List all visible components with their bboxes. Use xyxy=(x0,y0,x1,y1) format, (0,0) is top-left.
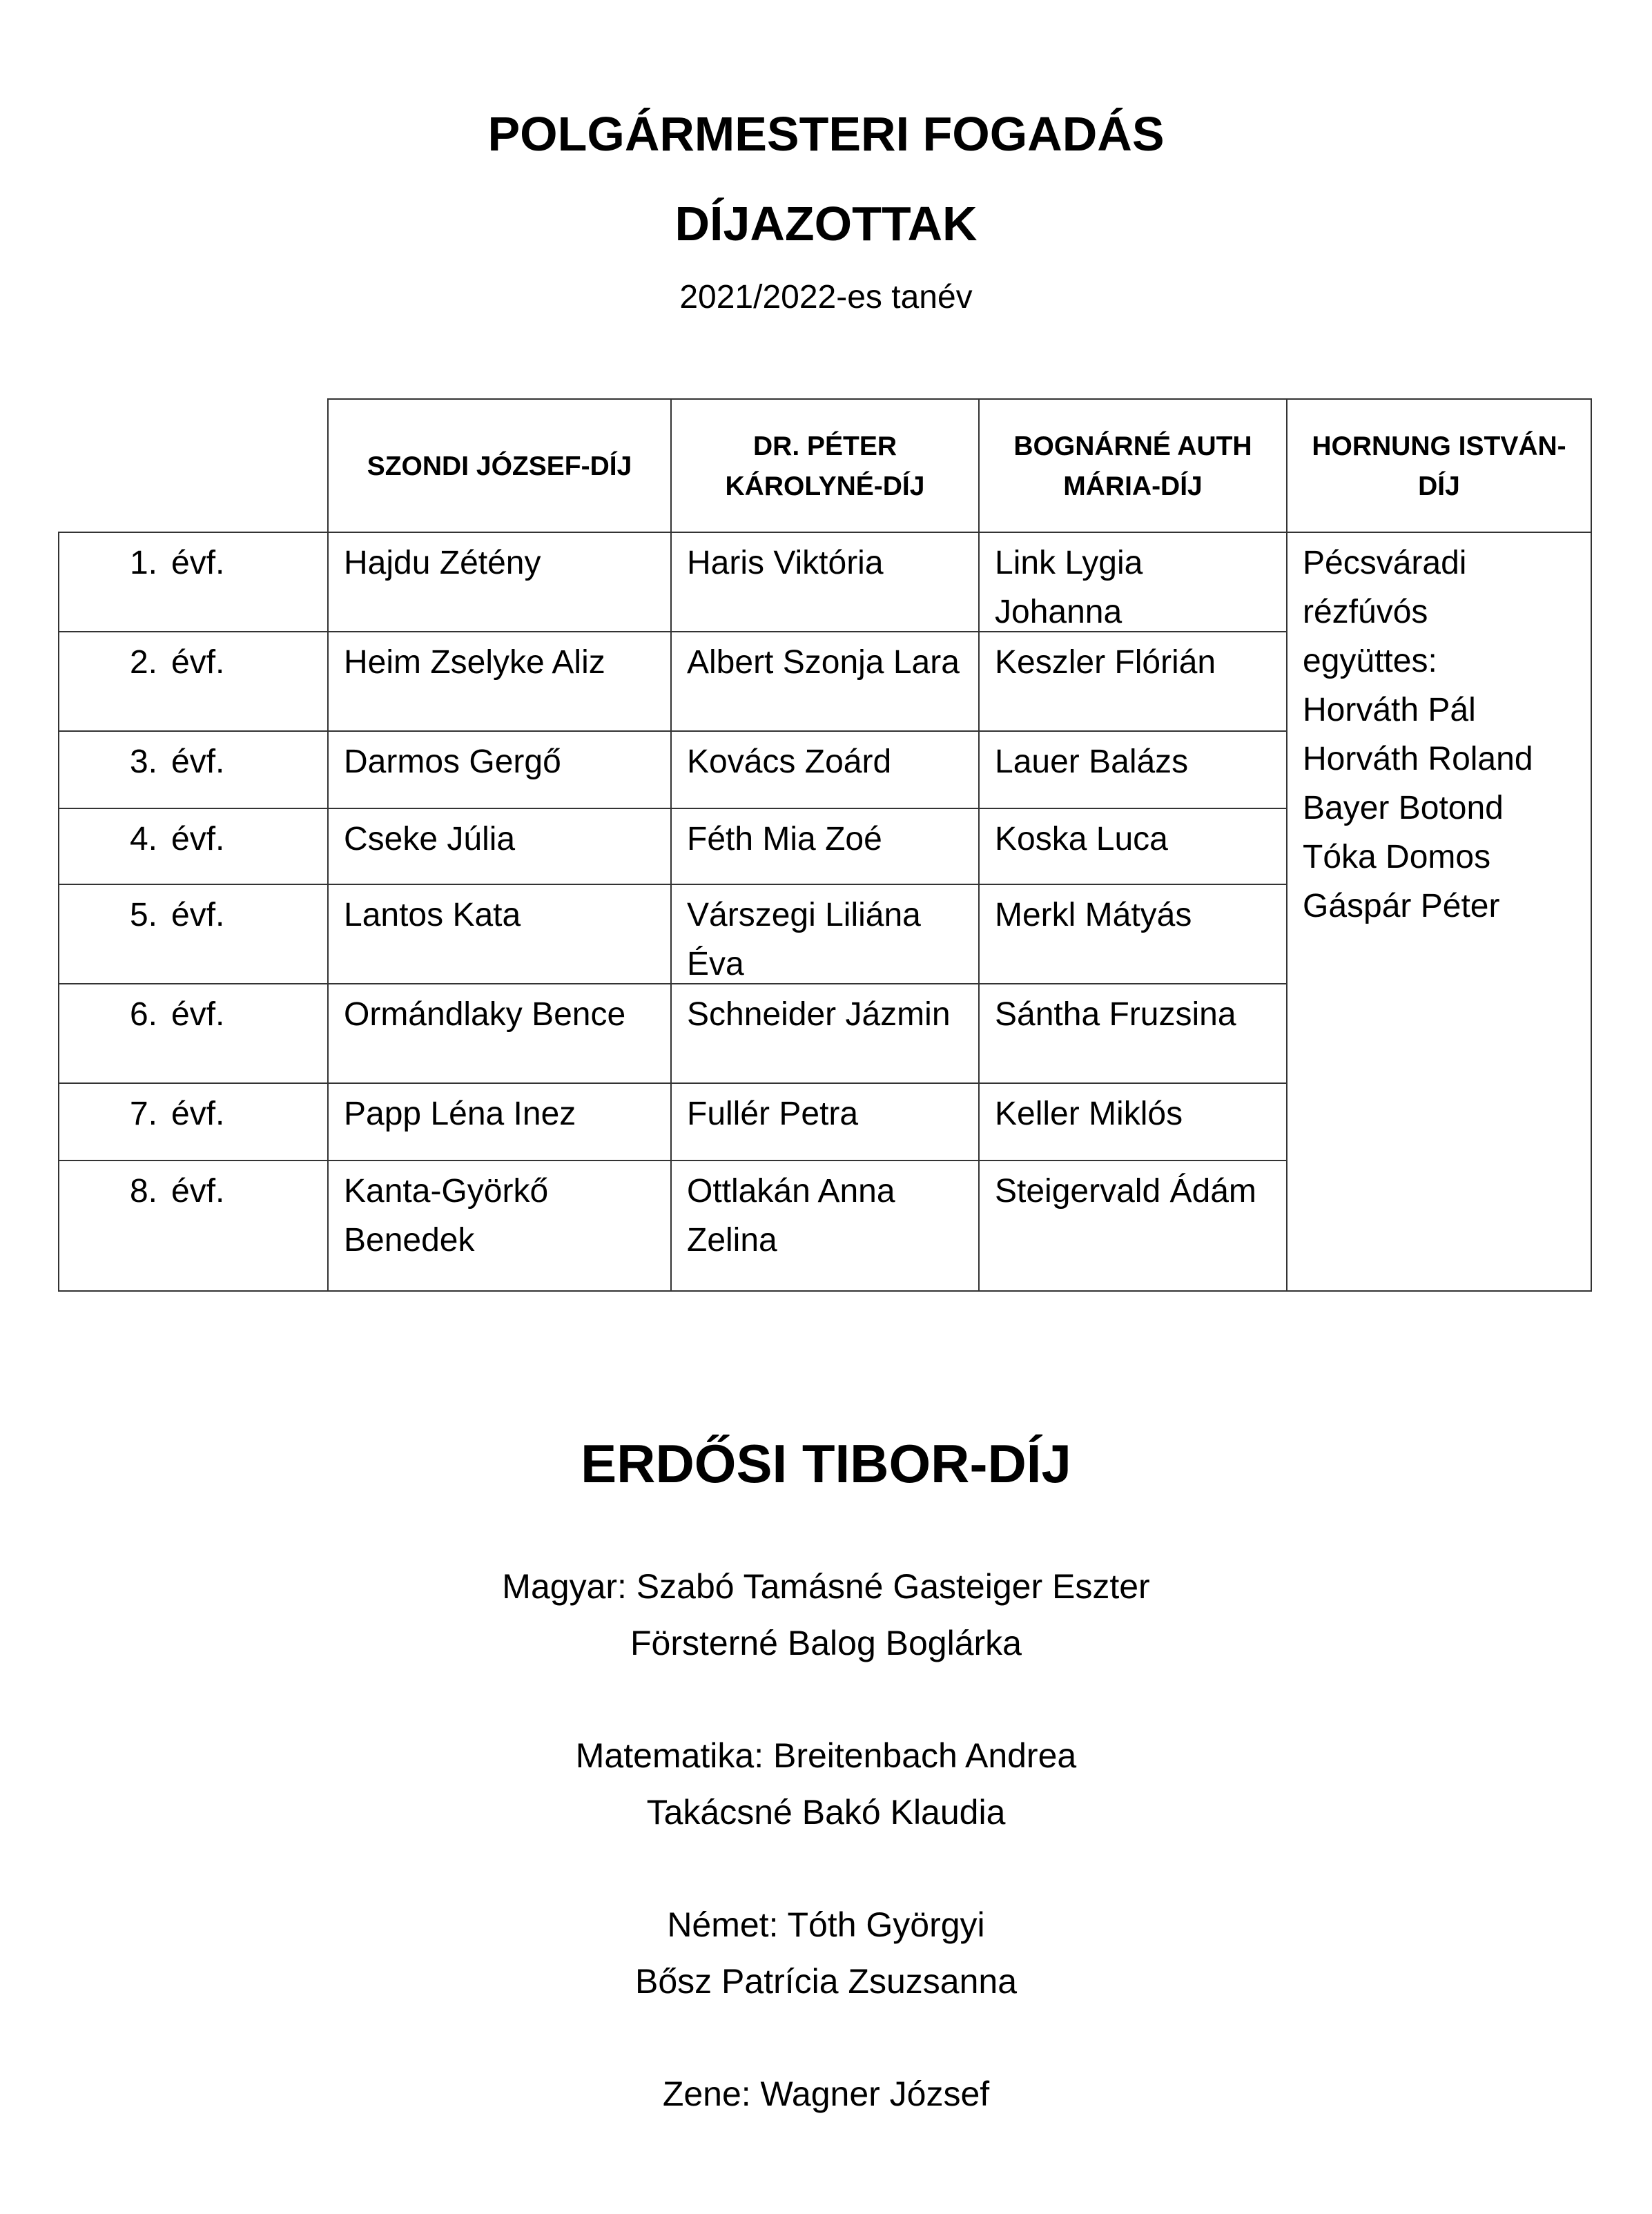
column-header: SZONDI JÓZSEF-DÍJ xyxy=(327,398,670,533)
awardee-cell-szondi: Heim Zselyke Aliz xyxy=(327,631,670,732)
awardee-cell-peter: Fullér Petra xyxy=(670,1082,978,1161)
awardee-cell-bognarne: Keszler Flórián xyxy=(978,631,1286,732)
grade-number: 7. xyxy=(129,1096,157,1132)
grade-cell xyxy=(58,808,327,885)
awardee-cell-peter: Ottlakán Anna Zelina xyxy=(670,1160,978,1292)
grade-unit: évf. xyxy=(171,744,225,780)
awardee-cell-peter: Várszegi Liliána Éva xyxy=(670,884,978,984)
school-year-subtitle: 2021/2022-es tanév xyxy=(679,279,973,315)
grade-unit: évf. xyxy=(171,1173,225,1210)
hornung-awardees-cell xyxy=(1286,532,1592,1292)
awardee-cell-szondi: Cseke Júlia xyxy=(327,808,670,885)
awardee-cell-szondi: Papp Léna Inez xyxy=(327,1082,670,1161)
awardee-cell-peter: Féth Mia Zoé xyxy=(670,808,978,885)
grade-unit: évf. xyxy=(171,644,225,681)
erdosi-line: Német: Tóth Györgyi xyxy=(667,1905,985,1944)
grade-cell xyxy=(58,532,327,632)
erdosi-line: Zene: Wagner József xyxy=(662,2075,990,2113)
awardee-cell-szondi: Hajdu Zétény xyxy=(327,532,670,632)
awardee-cell-bognarne: Merkl Mátyás xyxy=(978,884,1286,984)
grade-unit: évf. xyxy=(171,545,225,581)
erdosi-line: Matematika: Breitenbach Andrea xyxy=(575,1736,1077,1775)
hornung-awardee-line: Gáspár Péter xyxy=(1303,888,1500,924)
column-header: BOGNÁRNÉ AUTH MÁRIA-DÍJ xyxy=(978,398,1286,533)
hornung-awardee-line: Horváth Pál xyxy=(1303,692,1476,728)
awardee-cell-bognarne: Sántha Fruzsina xyxy=(978,983,1286,1084)
awards-table xyxy=(58,398,1592,1292)
grade-number: 5. xyxy=(129,897,157,933)
awardee-cell-bognarne: Lauer Balázs xyxy=(978,730,1286,809)
page-title-line2: DÍJAZOTTAK xyxy=(674,197,978,251)
awardee-cell-szondi: Lantos Kata xyxy=(327,884,670,984)
awardee-cell-peter: Schneider Jázmin xyxy=(670,983,978,1084)
grade-cell xyxy=(58,631,327,732)
grade-unit: évf. xyxy=(171,1096,225,1132)
hornung-awardee-line: Horváth Roland xyxy=(1303,741,1533,777)
hornung-awardee-line: rézfúvós xyxy=(1303,594,1428,630)
hornung-awardee-line: Tóka Domos xyxy=(1303,839,1491,875)
grade-unit: évf. xyxy=(171,821,225,857)
awardee-cell-bognarne: Link Lygia Johanna xyxy=(978,532,1286,632)
grade-number: 6. xyxy=(129,996,157,1033)
erdosi-line: Bősz Patrícia Zsuzsanna xyxy=(634,1962,1018,2001)
awardee-cell-szondi: Ormándlaky Bence xyxy=(327,983,670,1084)
awardee-cell-peter: Haris Viktória xyxy=(670,532,978,632)
column-header: HORNUNG ISTVÁN-DÍJ xyxy=(1286,398,1592,533)
grade-number: 2. xyxy=(129,644,157,681)
hornung-awardee-line: Pécsváradi xyxy=(1303,545,1467,581)
grade-cell xyxy=(58,730,327,809)
awardee-cell-szondi: Kanta-Györkő Benedek xyxy=(327,1160,670,1292)
awardee-cell-bognarne: Steigervald Ádám xyxy=(978,1160,1286,1292)
erdosi-line: Takácsné Bakó Klaudia xyxy=(646,1793,1006,1832)
grade-number: 8. xyxy=(129,1173,157,1210)
awardee-cell-peter: Albert Szonja Lara xyxy=(670,631,978,732)
awardee-cell-szondi: Darmos Gergő xyxy=(327,730,670,809)
column-header: DR. PÉTER KÁROLYNÉ-DÍJ xyxy=(670,398,978,533)
grade-number: 4. xyxy=(129,821,157,857)
grade-number: 1. xyxy=(129,545,157,581)
grade-cell xyxy=(58,983,327,1084)
awardee-cell-bognarne: Keller Miklós xyxy=(978,1082,1286,1161)
page-title-line1: POLGÁRMESTERI FOGADÁS xyxy=(487,107,1165,161)
erdosi-award-title: ERDŐSI TIBOR-DÍJ xyxy=(581,1433,1071,1494)
grade-cell xyxy=(58,1160,327,1292)
awardee-cell-bognarne: Koska Luca xyxy=(978,808,1286,885)
grade-unit: évf. xyxy=(171,897,225,933)
hornung-awardee-line: együttes: xyxy=(1303,643,1437,679)
erdosi-line: Försterné Balog Boglárka xyxy=(630,1624,1022,1662)
grade-cell xyxy=(58,884,327,984)
erdosi-line: Magyar: Szabó Tamásné Gasteiger Eszter xyxy=(502,1567,1150,1606)
grade-cell xyxy=(58,1082,327,1161)
awardee-cell-peter: Kovács Zoárd xyxy=(670,730,978,809)
grade-unit: évf. xyxy=(171,996,225,1033)
grade-number: 3. xyxy=(129,744,157,780)
hornung-awardee-line: Bayer Botond xyxy=(1303,790,1504,826)
